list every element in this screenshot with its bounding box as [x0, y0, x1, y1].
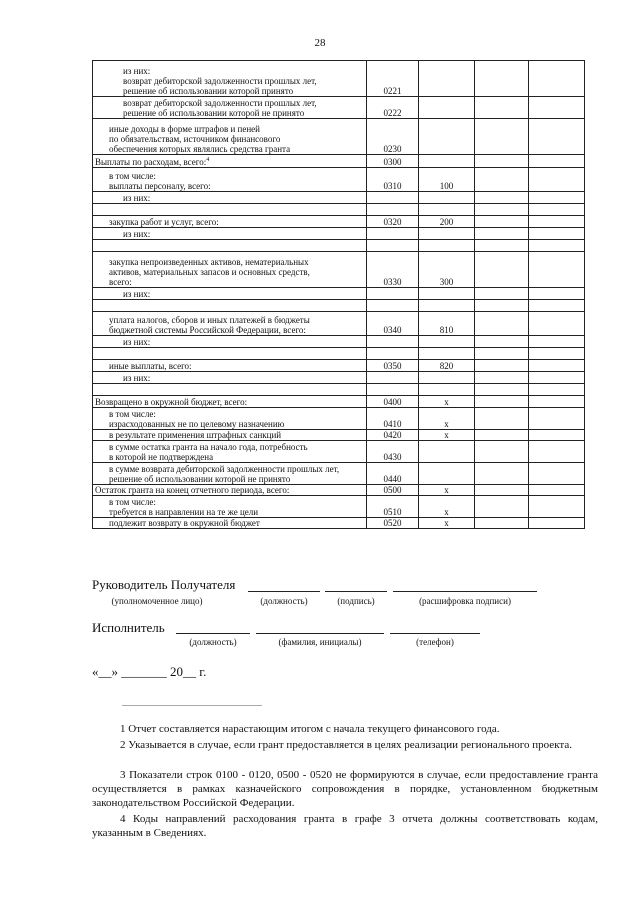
row-amount-cell[interactable] [529, 155, 585, 168]
row-name [93, 430, 367, 441]
row-direction-code [419, 97, 475, 119]
row-amount-cell[interactable] [475, 119, 529, 155]
row-name [93, 312, 367, 336]
row-name-text: в результате применения штрафных санкций [109, 430, 282, 440]
row-amount-cell[interactable] [529, 192, 585, 204]
executor-phone-line[interactable] [390, 633, 480, 634]
row-direction-code [419, 384, 475, 396]
table-row [93, 360, 585, 372]
row-name [93, 252, 367, 288]
head-caption-signature: (подпись) [337, 596, 375, 606]
row-direction-code [419, 348, 475, 360]
row-amount-cell[interactable] [475, 496, 529, 518]
row-direction-code: 810 [419, 312, 475, 336]
footnote-3: 3 Показатели строк 0100 - 0120, 0500 - 0520 не формируются в случае, если предоставление гранта осуществляется в рамках казначейского сопровождения в порядке, установленном бюджетным законодательством Российской Федерации. [92, 769, 598, 809]
row-name [93, 228, 367, 240]
row-name [93, 192, 367, 204]
row-direction-code [419, 372, 475, 384]
row-direction-code: 200 [419, 216, 475, 228]
row-amount-cell[interactable] [529, 463, 585, 485]
table-row [93, 408, 585, 430]
row-name [93, 155, 367, 168]
row-amount-cell[interactable] [529, 518, 585, 529]
row-name [93, 441, 367, 463]
executor-caption-position: (должность) [189, 637, 237, 647]
row-amount-cell[interactable] [529, 360, 585, 372]
row-direction-code [419, 228, 475, 240]
row-amount-cell[interactable] [475, 312, 529, 336]
row-amount-cell[interactable] [475, 430, 529, 441]
row-amount-cell[interactable] [475, 204, 529, 216]
table-row [93, 192, 585, 204]
row-direction-code [419, 463, 475, 485]
row-direction-code: x [419, 408, 475, 430]
row-name [93, 119, 367, 155]
table-row [93, 119, 585, 155]
row-direction-code [419, 336, 475, 348]
row-code: 0400 [367, 396, 419, 408]
row-code [367, 240, 419, 252]
executor-label: Исполнитель [92, 620, 165, 635]
row-direction-code: x [419, 396, 475, 408]
row-name-text: из них: [123, 337, 151, 347]
row-name-text: из них: [123, 289, 151, 299]
row-name [93, 300, 367, 312]
row-amount-cell[interactable] [475, 252, 529, 288]
row-name [93, 463, 367, 485]
table-row [93, 463, 585, 485]
row-code [367, 228, 419, 240]
table-row [93, 348, 585, 360]
row-amount-cell[interactable] [475, 384, 529, 396]
row-name [93, 288, 367, 300]
table-row [93, 396, 585, 408]
row-name [93, 216, 367, 228]
executor-caption-name: (фамилия, инициалы) [278, 637, 362, 647]
row-code [367, 384, 419, 396]
row-name [93, 485, 367, 496]
head-signature-line[interactable] [325, 591, 387, 592]
row-amount-cell[interactable] [475, 216, 529, 228]
table-row [93, 300, 585, 312]
table-row [93, 204, 585, 216]
table-row [93, 228, 585, 240]
row-amount-cell[interactable] [529, 228, 585, 240]
row-name [93, 61, 367, 97]
footnote-1: 1 Отчет составляется нарастающим итогом с начала текущего финансового года. [120, 723, 500, 735]
row-amount-cell[interactable] [475, 288, 529, 300]
row-code [367, 372, 419, 384]
row-name-text: иные выплаты, всего: [109, 361, 192, 371]
table-row [93, 61, 585, 97]
row-amount-cell[interactable] [475, 441, 529, 463]
row-code: 0510 [367, 496, 419, 518]
table-row [93, 252, 585, 288]
row-amount-cell[interactable] [529, 441, 585, 463]
footnote-separator [122, 705, 262, 706]
row-amount-cell[interactable] [475, 168, 529, 192]
row-code: 0410 [367, 408, 419, 430]
table-row [93, 372, 585, 384]
row-amount-cell[interactable] [475, 372, 529, 384]
table-row [93, 336, 585, 348]
row-code: 0300 [367, 155, 419, 168]
row-amount-cell[interactable] [529, 396, 585, 408]
row-name [93, 348, 367, 360]
head-caption-position: (должность) [260, 596, 308, 606]
row-name-text: закупка работ и услуг, всего: [109, 217, 219, 227]
row-name-text: из них: [123, 193, 151, 203]
row-amount-cell[interactable] [475, 300, 529, 312]
row-amount-cell[interactable] [529, 348, 585, 360]
executor-position-line[interactable] [176, 633, 250, 634]
row-code: 0230 [367, 119, 419, 155]
row-name [93, 97, 367, 119]
row-code: 0500 [367, 485, 419, 496]
row-name [93, 518, 367, 529]
row-amount-cell[interactable] [529, 97, 585, 119]
row-amount-cell[interactable] [529, 496, 585, 518]
row-name-text: уплата налогов, сборов и иных платежей в бюджеты бюджетной системы Российской Федерации, всего: [109, 315, 310, 335]
row-amount-cell[interactable] [475, 336, 529, 348]
row-name-text: подлежит возврату в окружной бюджет [109, 518, 260, 528]
head-position-line[interactable] [248, 591, 320, 592]
row-name-text: возврат дебиторской задолженности прошлых лет, решение об использовании которой не принято [123, 98, 317, 118]
row-code: 0430 [367, 441, 419, 463]
row-name [93, 168, 367, 192]
row-name-text: Остаток гранта на конец отчетного периода, всего: [95, 485, 290, 495]
row-name [93, 240, 367, 252]
row-amount-cell[interactable] [475, 61, 529, 97]
row-direction-code [419, 61, 475, 97]
row-amount-cell[interactable] [475, 192, 529, 204]
head-label: Руководитель Получателя [92, 577, 236, 592]
table-row [93, 168, 585, 192]
date-line: «__» _______ 20__ г. [92, 664, 207, 679]
row-amount-cell[interactable] [475, 408, 529, 430]
row-name-text: Возвращено в окружной бюджет, всего: [95, 397, 248, 407]
row-amount-cell[interactable] [475, 360, 529, 372]
page-number: 28 [314, 37, 326, 49]
row-amount-cell[interactable] [475, 97, 529, 119]
row-direction-code: x [419, 496, 475, 518]
row-code [367, 288, 419, 300]
row-name-text: из них: [123, 229, 151, 239]
row-direction-code: 300 [419, 252, 475, 288]
row-code: 0320 [367, 216, 419, 228]
row-amount-cell[interactable] [475, 396, 529, 408]
row-amount-cell[interactable] [529, 430, 585, 441]
row-direction-code [419, 204, 475, 216]
row-amount-cell[interactable] [529, 252, 585, 288]
row-direction-code: 820 [419, 360, 475, 372]
report-table-body [93, 61, 585, 529]
report-table [92, 60, 585, 529]
row-code: 0420 [367, 430, 419, 441]
row-code [367, 348, 419, 360]
row-direction-code [419, 300, 475, 312]
row-direction-code [419, 240, 475, 252]
row-amount-cell[interactable] [475, 348, 529, 360]
row-code: 0440 [367, 463, 419, 485]
row-direction-code [419, 155, 475, 168]
row-name [93, 204, 367, 216]
row-name [93, 496, 367, 518]
row-direction-code: x [419, 430, 475, 441]
row-direction-code [419, 119, 475, 155]
row-amount-cell[interactable] [529, 384, 585, 396]
row-name-text: из них: возврат дебиторской задолженности прошлых лет, решение об использовании которой принято [123, 66, 317, 96]
table-row [93, 384, 585, 396]
row-amount-cell[interactable] [529, 216, 585, 228]
table-row [93, 240, 585, 252]
footnote-4: 4 Коды направлений расходования гранта в графе 3 отчета должны соответствовать кодам, указанным в Сведениях. [92, 813, 598, 839]
row-amount-cell[interactable] [529, 288, 585, 300]
executor-name-line[interactable] [256, 633, 384, 634]
row-amount-cell[interactable] [529, 119, 585, 155]
row-direction-code [419, 192, 475, 204]
row-direction-code: x [419, 485, 475, 496]
row-code [367, 300, 419, 312]
row-amount-cell[interactable] [475, 518, 529, 529]
table-row [93, 496, 585, 518]
row-name-text: в сумме остатка гранта на начало года, потребность в которой не подтверждена [109, 442, 308, 462]
row-amount-cell[interactable] [529, 408, 585, 430]
row-amount-cell[interactable] [475, 155, 529, 168]
row-amount-cell[interactable] [529, 240, 585, 252]
head-caption-decoding: (расшифровка подписи) [419, 596, 511, 606]
row-amount-cell[interactable] [529, 485, 585, 496]
row-direction-code [419, 288, 475, 300]
row-code: 0330 [367, 252, 419, 288]
row-amount-cell[interactable] [529, 336, 585, 348]
row-amount-cell[interactable] [475, 228, 529, 240]
row-code: 0310 [367, 168, 419, 192]
row-name [93, 384, 367, 396]
row-code [367, 204, 419, 216]
row-code: 0340 [367, 312, 419, 336]
row-amount-cell[interactable] [475, 485, 529, 496]
footnote-2: 2 Указывается в случае, если грант предоставляется в целях реализации регионального проекта. [120, 739, 572, 751]
table-row [93, 288, 585, 300]
footnote-ref: 4 [206, 157, 210, 163]
row-direction-code: x [419, 518, 475, 529]
row-name-text: иные доходы в форме штрафов и пеней по обязательствам, источником финансового обеспечения которых являлись средства гранта [109, 124, 291, 154]
table-row [93, 312, 585, 336]
row-name-text: в том числе: требуется в направлении на те же цели [109, 497, 259, 517]
row-name-text: закупка непроизведенных активов, нематериальных активов, материальных запасов и основных средств, всего: [109, 257, 310, 287]
table-row [93, 97, 585, 119]
row-code: 0222 [367, 97, 419, 119]
row-code [367, 192, 419, 204]
row-direction-code [419, 441, 475, 463]
table-row [93, 485, 585, 496]
head-decoding-line[interactable] [393, 591, 537, 592]
row-amount-cell[interactable] [529, 168, 585, 192]
executor-caption-phone: (телефон) [416, 637, 454, 647]
row-name-text: в сумме возврата дебиторской задолженности прошлых лет, решение об использовании которой не принято [109, 464, 340, 484]
row-name-text: Выплаты по расходам, всего: [95, 157, 207, 167]
row-amount-cell[interactable] [475, 240, 529, 252]
row-amount-cell[interactable] [529, 372, 585, 384]
row-name [93, 360, 367, 372]
row-amount-cell[interactable] [529, 300, 585, 312]
row-amount-cell[interactable] [475, 463, 529, 485]
row-name [93, 396, 367, 408]
table-row [93, 216, 585, 228]
row-code: 0350 [367, 360, 419, 372]
table-row [93, 155, 585, 168]
row-code: 0221 [367, 61, 419, 97]
row-name-text: в том числе: выплаты персоналу, всего: [109, 171, 211, 191]
table-row [93, 430, 585, 441]
row-direction-code: 100 [419, 168, 475, 192]
row-amount-cell[interactable] [529, 312, 585, 336]
row-amount-cell[interactable] [529, 204, 585, 216]
row-name-text: из них: [123, 373, 151, 383]
row-code: 0520 [367, 518, 419, 529]
row-name [93, 408, 367, 430]
head-caption-authorized: (уполномоченное лицо) [111, 596, 203, 606]
table-row [93, 518, 585, 529]
row-amount-cell[interactable] [529, 61, 585, 97]
row-name [93, 372, 367, 384]
row-code [367, 336, 419, 348]
table-row [93, 441, 585, 463]
row-name [93, 336, 367, 348]
row-name-text: в том числе: израсходованных не по целевому назначению [109, 409, 285, 429]
